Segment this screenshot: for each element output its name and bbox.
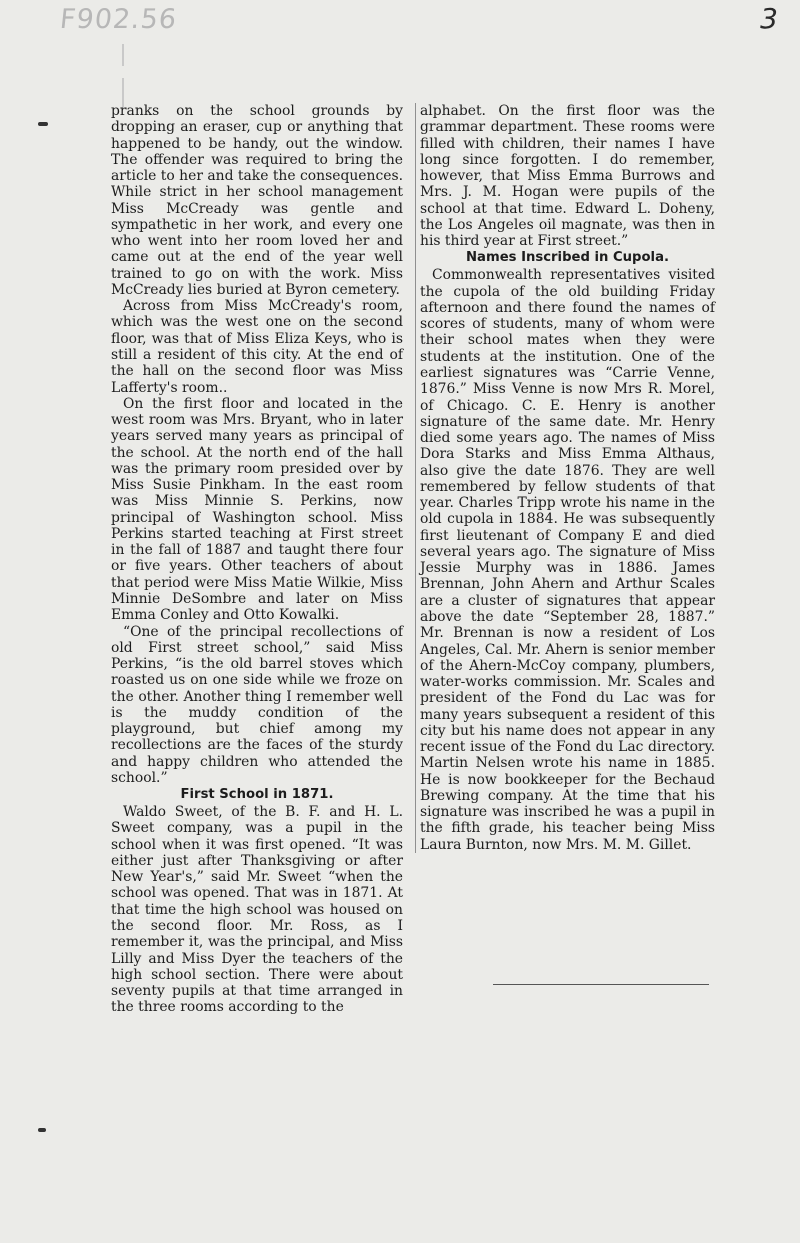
paragraph: Commonwealth representatives visited the cupola of the old building Friday afternoon and there found the names of scores of students, many of whom were their school mates when they were students at the institution. One of the earliest signatures was “Carrie Venne, 1876.” Miss Venne is now Mrs R. Morel, of Chicago. C. E. Henry is another signature of the same date. Mr. Henry died some years ago. The names of Miss Dora Starks and Miss Emma Althaus, also give the date 1876. They are well remembered by fellow students of that year. Charles Tripp wrote his name in the old cupola in 1884. He was subsequently first lieutenant of Company E and died several years ago. The signature of Miss Jessie Murphy was in 1886. James Brennan, John Ahern and Arthur Scales are a cluster of signatures that appear above the date “September 28, 1887.” Mr. Brennan is now a resident of Los Angeles, Cal. Mr. Ahern is senior member of the Ahern-McCoy company, plumbers, water-works commission. Mr. Scales and president of the Fond du Lac was for many years subsequent a resident of this city but his name does not appear in any recent issue of the Fond du Lac directory. Martin Nelsen wrote his name in 1885. He is now bookkeeper for the Bechaud Brewing company. At the time that his signature was inscribed he was a pupil in the fifth grade, his teacher being Miss Laura Burnton, now Mrs. M. M. Gillet.	[420, 267, 715, 853]
subheading-cupola: Names Inscribed in Cupola.	[466, 250, 669, 266]
page-number: 3	[760, 2, 778, 35]
article-left-column	[111, 103, 403, 1016]
paragraph: Waldo Sweet, of the B. F. and H. L. Sweet company, was a pupil in the school when it was first opened. “It was either just after Thanksgiving or after New Year's,” said Mr. Sweet “when the school was opened. That was in 1871. At that time the high school was housed on the second floor. Mr. Ross, as I remember it, was the principal, and Miss Lilly and Miss Dyer the teachers of the high school section. There were about seventy pupils at that time arranged in the three rooms according to the	[111, 804, 403, 1016]
paragraph: On the first floor and located in the west room was Mrs. Bryant, who in later years served many years as principal of the school. At the north end of the hall was the primary room presided over by Miss Susie Pinkham. In the east room was Miss Minnie S. Perkins, now principal of Washington school. Miss Perkins started teaching at First street in the fall of 1887 and taught there four or five years. Other teachers of about that period were Miss Matie Wilkie, Miss Minnie DeSombre and later on Miss Emma Conley and Otto Kowalki.	[111, 395, 403, 624]
paragraph: Across from Miss McCready's room, which was the west one on the second floor, was that of Miss Eliza Keys, who is still a resident of this city. At the end of the hall on the second floor was Miss Lafferty's room..	[111, 298, 403, 396]
article-end-rule	[493, 984, 709, 985]
margin-mark-top	[38, 122, 48, 126]
handwritten-reference: F902.56	[58, 4, 179, 35]
subheading-first-school: First School in 1871.	[180, 787, 334, 803]
margin-mark-bottom	[38, 1128, 46, 1132]
article-right-column	[415, 103, 715, 853]
paragraph: pranks on the school grounds by dropping an eraser, cup or anything that happened to be handy, out the window. The offender was required to bring the article to her and take the consequences. While strict in her school management Miss McCready was gentle and sympathetic in her work, and every one who went into her room loved her and came out at the end of the year well trained to go on with the work. Miss McCready lies buried at Byron cemetery.	[111, 103, 403, 298]
paragraph: alphabet. On the first floor was the grammar department. These rooms were filled with children, their names I have long since forgotten. I do remember, however, that Miss Emma Burrows and Mrs. J. M. Hogan were pupils of the school at that time. Edward L. Doheny, the Los Angeles oil magnate, was then in his third year at First street.”	[420, 103, 715, 250]
paragraph: “One of the principal recollections of old First street school,” said Miss Perkins, “is the old barrel stoves which roasted us on one side while we froze on the other. Another thing I remember well is the muddy condition of the playground, but chief among my recollections are the faces of the sturdy and happy children who attended the school.”	[111, 623, 403, 786]
